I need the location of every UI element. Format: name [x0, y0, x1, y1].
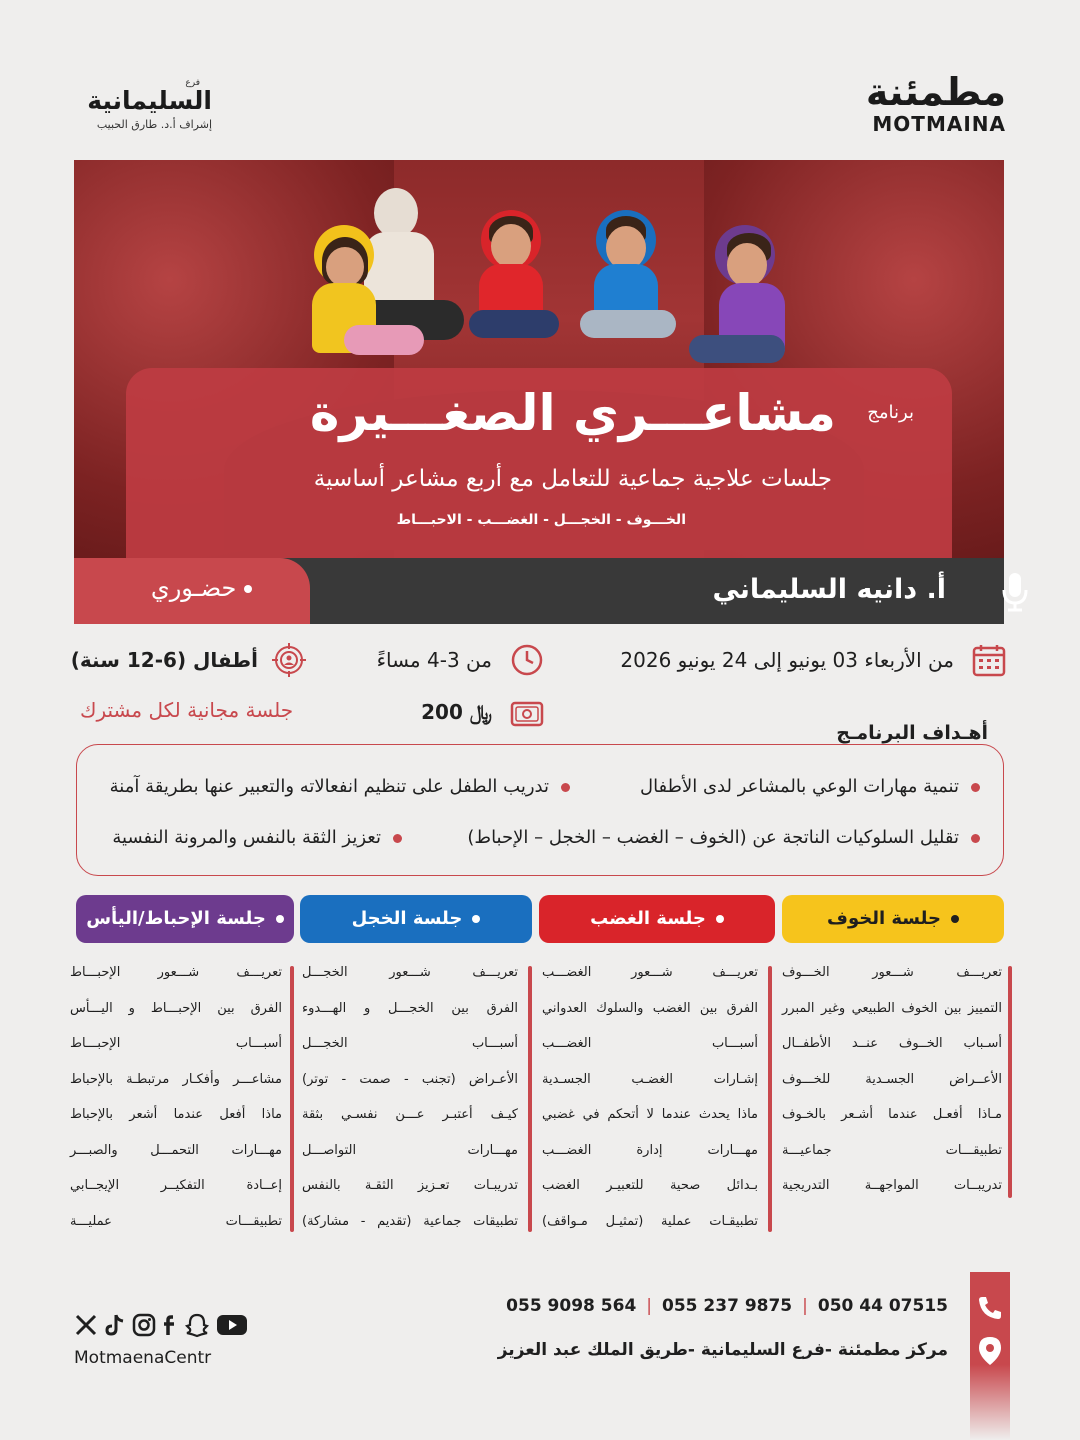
list-item: مشاعـــر وأفكـار مرتبطـة بالإحباط	[70, 1071, 282, 1087]
program-subtitle: جلسات علاجية جماعية للتعامل مع أربع مشاعر أساسية	[313, 466, 832, 492]
session-frustration-list	[70, 962, 282, 1246]
goal-item: تنمية مهارات الوعي بالمشاعر لدى الأطفال	[640, 776, 980, 797]
calendar-icon	[972, 643, 1006, 677]
brand-arabic: مطمئنة	[865, 70, 1006, 114]
goal-item: تدريب الطفل على تنظيم انفعالاته والتعبير عنها بطريقة آمنة	[110, 776, 570, 797]
session-anger-list	[542, 962, 758, 1246]
list-item: تعريـــف شـــعور الخـــوف	[782, 965, 1002, 980]
brand-logo	[866, 72, 1006, 136]
phone-number[interactable]: 055 9098 564	[506, 1296, 637, 1316]
column-divider	[768, 966, 772, 1232]
program-feelings: الخـــوف - الخجـــل - الغضـــب - الاحبـــاط	[396, 512, 686, 528]
list-item: الفرق بين الغضب والسلوك العدواني	[542, 1000, 758, 1016]
list-item: أسـباب الخــوف عنــد الأطفــال	[782, 1036, 1002, 1051]
clock-icon	[510, 643, 544, 677]
list-item: أسبـــاب الإحبـــاط	[70, 1036, 282, 1051]
column-divider	[290, 966, 294, 1232]
phone-number[interactable]: 050 44 07515	[817, 1296, 948, 1316]
cash-icon	[510, 697, 544, 731]
list-item: تدريبـات تعـزيز الثقـة بالنفس	[302, 1178, 518, 1193]
social-handle[interactable]: MotmaenaCentr	[74, 1348, 212, 1368]
list-item: تعريـــف شـــعور الخجـــل	[302, 965, 518, 980]
list-item: إعــادة التفكيــر الإيجــابي	[70, 1178, 282, 1193]
list-item: بـدائل صحية للتعبيـر الغضب	[542, 1178, 758, 1193]
attendance-mode-badge	[74, 558, 310, 624]
list-item: تطبيقـــات عمليـــة	[70, 1213, 282, 1229]
program-title: مشاعـــري الصغـــيرة	[309, 384, 836, 442]
list-item: مهـــارات التحمـــل والصبـــر	[70, 1142, 282, 1158]
session-frustration-header: جلسة الإحباط/اليأس	[76, 895, 294, 943]
price-value: 200	[421, 700, 463, 724]
program-dates: من الأربعاء 03 يونيو إلى 24 يونيو 2026	[620, 648, 954, 672]
list-item: تعريـــف شـــعور الإحبـــاط	[70, 965, 282, 980]
list-item: كيـف أعتبـر عـــن نفسـي بثقة	[302, 1107, 518, 1122]
list-item: التمييز بين الخوف الطبيعي وغير المبرر	[782, 1000, 1002, 1016]
session-shyness-header: جلسة الخجل	[300, 895, 532, 943]
branch-name: السليمانية	[87, 86, 212, 115]
address: مركز مطمئنة -فرع السليمانية -طريق الملك عبد العزيز	[497, 1340, 948, 1360]
currency-symbol: ﷼	[469, 700, 492, 724]
session-shyness-list	[302, 962, 518, 1246]
list-item: مهـــارات إدارة الغضـــب	[542, 1142, 758, 1158]
facebook-icon[interactable]	[162, 1313, 178, 1337]
column-divider	[1008, 966, 1012, 1198]
session-fear-list	[782, 962, 1002, 1211]
list-item: الفرق بين الإحبـــاط و اليـــأس	[70, 1000, 282, 1016]
free-session-note: جلسة مجانية لكل مشترك	[80, 698, 294, 722]
list-item: مهـــارات التواصـــل	[302, 1142, 518, 1158]
instructor-name: أ. دانيه السليماني	[712, 574, 946, 605]
branch-small-label: فرع	[185, 78, 200, 88]
program-label: برنامج	[867, 402, 914, 423]
list-item: مـاذا أفعـل عندما أشـعر بالخـوف	[782, 1107, 1002, 1122]
instagram-icon[interactable]	[132, 1313, 156, 1337]
phone-number[interactable]: 055 237 9875	[662, 1296, 793, 1316]
phone-numbers: 055 9098 564 | 055 237 9875 | 050 44 07515	[506, 1296, 948, 1316]
list-item: ماذا يحدث عندما لا أتحكم في غضبي	[542, 1107, 758, 1122]
session-anger-header: جلسة الغضب	[539, 895, 775, 943]
goals-title: أهـداف البرنامـج	[826, 722, 998, 744]
branch-logo	[72, 78, 212, 131]
microphone-icon	[1002, 572, 1028, 612]
list-item: الأعـراض (تجنب - صمت - توتر)	[302, 1071, 518, 1087]
audience-age: أطفال (6-12 سنة)	[70, 648, 258, 672]
target-group-icon	[272, 643, 306, 677]
brand-latin: MOTMAINA	[872, 112, 1006, 136]
goal-item: تعزيز الثقة بالنفس والمرونة النفسية	[112, 827, 402, 848]
goals-box	[76, 744, 1004, 876]
column-divider	[528, 966, 532, 1232]
list-item: إشـارات الغضـب الجسـدية	[542, 1071, 758, 1087]
list-item: تطبيقـات عملية (تمثيـل مـواقف)	[542, 1213, 758, 1229]
list-item: الفرق بين الخجـــل و الهـــدوء	[302, 1000, 518, 1016]
location-pin-icon	[978, 1336, 1002, 1366]
list-item: تدريبــات المواجهــة التدريجية	[782, 1178, 1002, 1193]
youtube-icon[interactable]	[216, 1313, 248, 1337]
phone-icon	[976, 1294, 1004, 1322]
program-time: من 3-4 مساءً	[376, 648, 492, 672]
snapchat-icon[interactable]	[184, 1312, 210, 1338]
list-item: ماذا أفعل عندما أشعر بالإحباط	[70, 1107, 282, 1122]
attendance-mode: حضـوري	[151, 574, 264, 602]
list-item: تطبيقـــات جماعيـــة	[782, 1142, 1002, 1158]
list-item: تعريـــف شـــعور الغضـــب	[542, 965, 758, 980]
x-icon[interactable]	[74, 1313, 98, 1337]
goal-item: تقليل السلوكيات الناتجة عن (الخوف – الغضب – الخجل – الإحباط)	[467, 827, 980, 848]
session-fear-header: جلسة الخوف	[782, 895, 1004, 943]
list-item: الأعــراض الجسـدية للخـــوف	[782, 1071, 1002, 1087]
tiktok-icon[interactable]	[104, 1313, 126, 1337]
list-item: أسبـــاب الخجـــل	[302, 1036, 518, 1051]
social-icons	[74, 1312, 248, 1338]
branch-supervisor: إشراف أ.د. طارق الحبيب	[96, 118, 212, 131]
list-item: أسبـــاب الغضـــب	[542, 1036, 758, 1051]
price	[421, 700, 492, 724]
list-item: تطبيقات جماعية (تقديم - مشاركة)	[302, 1213, 518, 1229]
